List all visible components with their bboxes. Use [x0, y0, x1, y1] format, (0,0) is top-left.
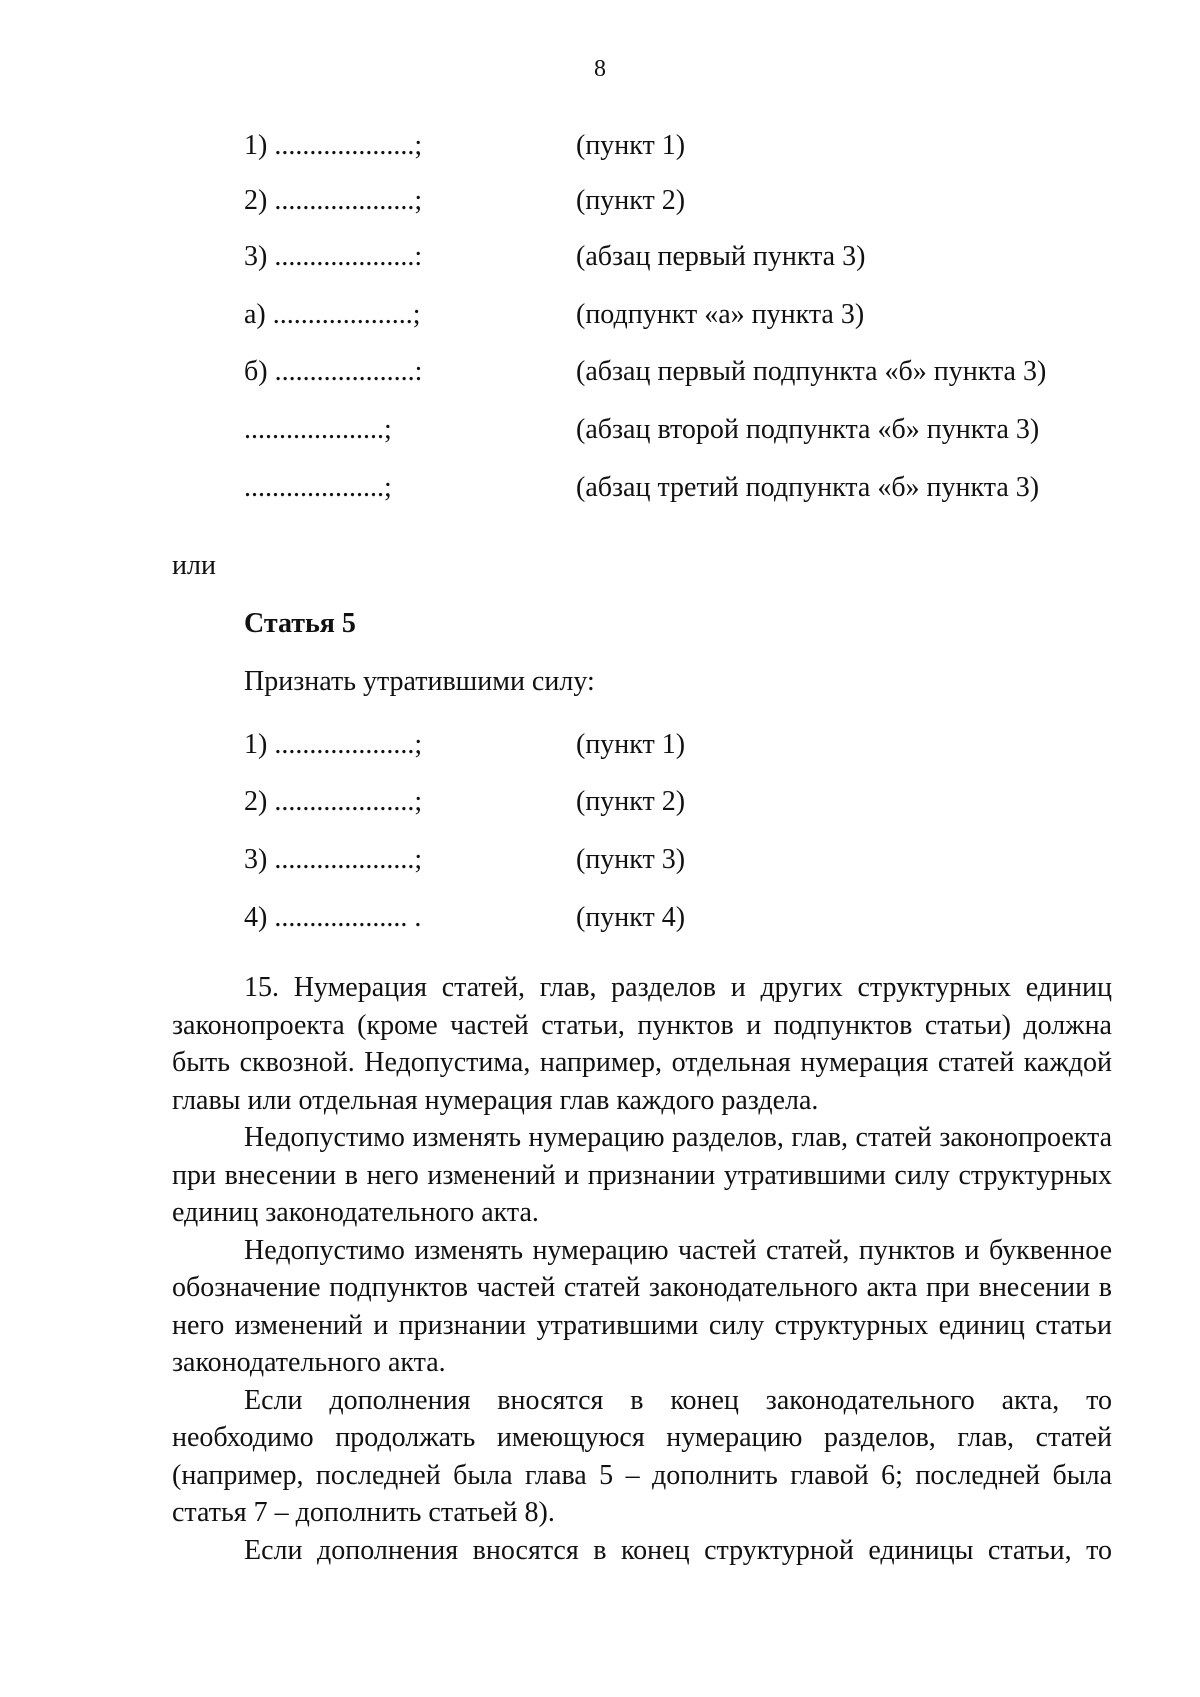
paragraph: Если дополнения вносятся в конец законодательного акта, то необходимо продолжать имеющуюся нумерацию разделов, глав, статей (например, последней была глава 5 – дополнить главой 6; последней была статья 7 – дополнить статьей 8).	[172, 1384, 1112, 1528]
list-item	[244, 295, 1124, 335]
list-item	[244, 725, 1124, 765]
paragraph: Недопустимо изменять нумерацию частей статей, пунктов и буквенное обозначение подпунктов частей статей законодательного акта при внесении в него изменений и признании утратившими силу структурных единиц статьи законодательного акта.	[172, 1234, 1112, 1378]
list-item	[244, 410, 1124, 450]
paragraph: Если дополнения вносятся в конец структурной единицы статьи, то	[244, 1534, 1112, 1566]
list-item	[244, 840, 1124, 880]
list-item-number: б) ....................:	[244, 356, 423, 387]
paragraph: 15. Нумерация статей, глав, разделов и других структурных единиц законопроекта (кроме частей статьи, пунктов и подпунктов статьи) должна быть сквозной. Недопустима, например, отдельная нумерация статей каждой главы или отдельная нумерация глав каждого раздела.	[172, 972, 1112, 1116]
list-item-reference: (абзац второй подпункта «б» пункта 3)	[576, 414, 1040, 445]
list-item	[244, 352, 1124, 392]
list-item-reference: (пункт 1)	[576, 729, 686, 760]
list-item-reference: (подпункт «а» пункта 3)	[576, 299, 865, 330]
list-item-reference: (абзац первый пункта 3)	[576, 241, 866, 272]
list-item	[244, 126, 1124, 166]
list-item-number: 3) ....................:	[244, 241, 423, 272]
paragraph: Недопустимо изменять нумерацию разделов, глав, статей законопроекта при внесении в него изменений и признании утратившими силу структурных единиц законодательного акта.	[172, 1122, 1112, 1228]
list-item-number: 2) ....................;	[244, 786, 423, 817]
list-item	[244, 782, 1124, 822]
article-title: Статья 5	[244, 608, 356, 639]
list-item-reference: (пункт 3)	[576, 844, 686, 875]
list-item-number: 1) ....................;	[244, 729, 423, 760]
body-text	[172, 969, 1112, 1569]
list-item-reference: (пункт 4)	[576, 902, 686, 933]
list-item	[244, 181, 1124, 221]
list-item-reference: (пункт 1)	[576, 130, 686, 161]
list-item-number: а) ....................;	[244, 299, 421, 330]
page-number: 8	[594, 56, 606, 82]
list-item	[244, 237, 1124, 277]
list-item	[244, 468, 1124, 508]
list-item-number: 3) ....................;	[244, 844, 423, 875]
list-item-reference: (абзац первый подпункта «б» пункта 3)	[576, 356, 1047, 387]
list-item-number: ....................;	[244, 414, 392, 445]
list-item-number: ....................;	[244, 472, 392, 503]
or-separator: или	[172, 550, 216, 581]
list-item-reference: (пункт 2)	[576, 786, 686, 817]
article-intro: Признать утратившими силу:	[244, 666, 595, 697]
list-item	[244, 898, 1124, 938]
list-item-number: 2) ....................;	[244, 185, 423, 216]
list-item-reference: (пункт 2)	[576, 185, 686, 216]
list-item-number: 4) ................... .	[244, 902, 422, 933]
list-item-number: 1) ....................;	[244, 130, 423, 161]
list-item-reference: (абзац третий подпункта «б» пункта 3)	[576, 472, 1040, 503]
